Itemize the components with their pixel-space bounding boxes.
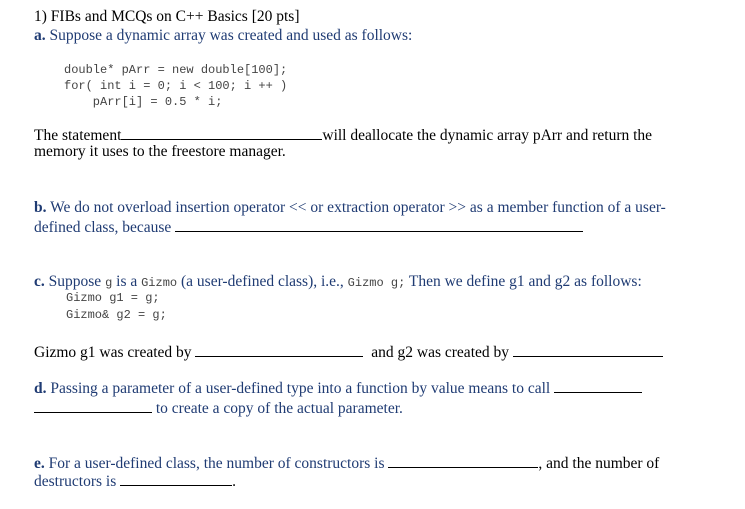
- part-e-period: .: [232, 473, 236, 490]
- part-a-prompt: [34, 27, 412, 45]
- part-a-text: Suppose a dynamic array was created and used as follows:: [49, 27, 413, 44]
- part-b-line1: [34, 199, 666, 217]
- code-line-3: pArr[i] = 0.5 * i;: [64, 95, 223, 109]
- part-c-question: [34, 342, 663, 362]
- part-d-text-2: to create a copy of the actual parameter.: [155, 400, 403, 417]
- part-d-line1: [34, 378, 642, 398]
- stmt-start: The statement: [34, 127, 122, 144]
- part-c-text-1: Suppose: [48, 273, 106, 290]
- blank-c1[interactable]: [195, 342, 363, 357]
- part-a-statement-line2: memory it uses to the freestore manager.: [34, 143, 286, 160]
- part-b-label: b.: [34, 199, 47, 216]
- blank-e2[interactable]: [120, 471, 232, 486]
- blank-b[interactable]: [175, 217, 583, 232]
- part-c-decl: Gizmo g;: [347, 276, 406, 290]
- part-c-text-2: is a: [112, 273, 142, 290]
- part-b-line2: [34, 217, 583, 237]
- code-gizmo-g1: Gizmo g1 = g;: [66, 291, 160, 305]
- part-e-line1: [34, 453, 659, 473]
- code-line-1: double* pArr = new double[100];: [64, 63, 288, 77]
- part-e-text: For a user-defined class, the number of constructors is: [48, 455, 385, 472]
- part-b-text: We do not overload insertion operator << or extraction operator >> as a member function of a user-: [50, 199, 666, 216]
- part-a-label: a.: [34, 27, 46, 44]
- part-e-label: e.: [34, 455, 45, 472]
- part-c-g: g: [105, 276, 113, 290]
- part-d-line2: [34, 398, 403, 418]
- code-gizmo-g2: Gizmo& g2 = g;: [66, 308, 167, 322]
- code-line-2: for( int i = 0; i < 100; i ++ ): [64, 79, 288, 93]
- blank-d1[interactable]: [554, 378, 642, 393]
- part-e-text-end: , and the number of: [538, 455, 660, 472]
- part-c-label: c.: [34, 273, 45, 290]
- part-b-text-2: defined class, because: [34, 219, 172, 236]
- part-e-line2: [34, 471, 236, 491]
- part-d-text: Passing a parameter of a user-defined type into a function by value means to call: [50, 380, 551, 397]
- part-c-q-mid: and g2 was created by: [371, 344, 510, 361]
- part-a-statement: [34, 125, 652, 145]
- blank-e1[interactable]: [388, 453, 538, 468]
- stmt-end: will deallocate the dynamic array pArr and return the: [322, 127, 653, 144]
- blank-d2[interactable]: [34, 398, 152, 413]
- blank-a[interactable]: [121, 125, 322, 140]
- part-d-label: d.: [34, 380, 47, 397]
- part-c-text-4: Then we define g1 and g2 as follows:: [405, 273, 642, 290]
- question-header: 1) FIBs and MCQs on C++ Basics [20 pts]: [34, 8, 300, 25]
- part-c-text-3: (a user-defined class), i.e.,: [177, 273, 348, 290]
- part-c-gizmo: Gizmo: [141, 276, 178, 290]
- blank-c2[interactable]: [513, 342, 663, 357]
- part-e-text-2: destructors is: [34, 473, 117, 490]
- part-c-q-start: Gizmo g1 was created by: [34, 344, 192, 361]
